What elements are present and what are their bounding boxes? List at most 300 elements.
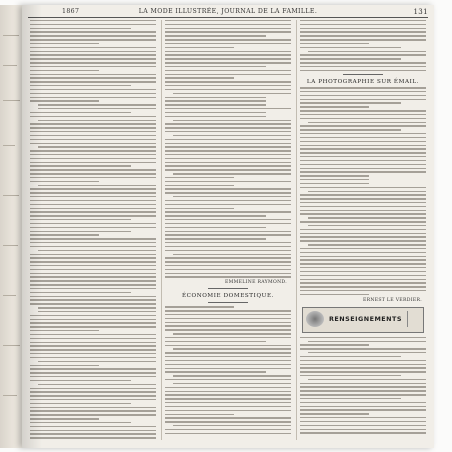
- text-line: [38, 311, 156, 312]
- issue-year: 1867: [62, 8, 80, 15]
- text-line: [300, 160, 426, 161]
- text-line: [165, 314, 291, 315]
- text-line: [300, 141, 426, 142]
- text-line: [30, 169, 156, 170]
- text-line: [30, 39, 156, 40]
- text-line: [300, 114, 426, 115]
- text-line: [30, 345, 156, 346]
- text-line: [300, 171, 426, 172]
- text-line: [30, 74, 156, 75]
- text-line: [30, 208, 156, 209]
- text-line: [165, 143, 291, 144]
- text-line: [300, 187, 426, 188]
- text-line: [30, 288, 156, 289]
- text-line: [300, 429, 426, 430]
- text-line: [165, 257, 291, 258]
- text-line: [30, 422, 131, 423]
- text-line: [300, 47, 401, 48]
- text-line: [30, 284, 156, 285]
- text-line: [165, 100, 266, 101]
- text-line: [30, 143, 156, 144]
- text-line: [165, 360, 291, 361]
- text-line: [30, 177, 156, 178]
- text-line: [300, 43, 369, 44]
- text-line: [30, 238, 156, 239]
- text-line: [300, 402, 426, 403]
- text-line: [165, 104, 266, 105]
- text-line: [300, 390, 426, 391]
- text-line: [165, 329, 291, 330]
- text-line: [165, 227, 266, 228]
- text-line: [300, 62, 426, 63]
- text-line: [165, 58, 291, 59]
- text-line: [173, 135, 291, 136]
- text-line: [30, 196, 156, 197]
- section-divider: [208, 288, 248, 289]
- text-line: [30, 24, 156, 25]
- newspaper-page: [22, 5, 434, 448]
- text-line: [165, 238, 266, 239]
- text-line: [165, 379, 291, 380]
- text-line: [165, 70, 291, 71]
- text-line: [300, 383, 426, 384]
- text-line: [300, 66, 426, 67]
- text-line: [38, 104, 156, 105]
- text-line: [165, 356, 291, 357]
- scroll-ornament-icon: [407, 311, 420, 327]
- text-line: [165, 89, 291, 90]
- text-line: [30, 192, 156, 193]
- text-line: [300, 290, 426, 291]
- text-line: [165, 35, 266, 36]
- text-line: [30, 116, 156, 117]
- text-line: [300, 129, 401, 130]
- column-separator: [161, 20, 162, 440]
- text-line: [165, 24, 291, 25]
- text-line: [300, 386, 426, 387]
- text-line: [30, 246, 156, 247]
- text-line: [308, 122, 426, 123]
- text-line: [308, 191, 426, 192]
- text-line: [30, 89, 156, 90]
- text-line: [165, 20, 291, 21]
- text-line: [300, 31, 426, 32]
- section-divider: [343, 74, 383, 75]
- text-line: [30, 399, 156, 400]
- text-line: [300, 210, 426, 211]
- text-line: [165, 341, 266, 342]
- text-line: [165, 81, 291, 82]
- text-line: [30, 77, 156, 78]
- text-line: [308, 244, 426, 245]
- text-line: [165, 51, 291, 52]
- text-line: [30, 58, 156, 59]
- text-line: [300, 54, 426, 55]
- text-line: [165, 306, 234, 307]
- text-line: [300, 24, 426, 25]
- text-line: [30, 319, 156, 320]
- text-line: [30, 154, 156, 155]
- text-line: [30, 326, 156, 327]
- text-line: [30, 139, 156, 140]
- text-line: [300, 110, 426, 111]
- text-line: [165, 368, 291, 369]
- text-line: [165, 123, 291, 124]
- text-line: [30, 215, 156, 216]
- text-line: [300, 267, 426, 268]
- text-line: [165, 406, 291, 407]
- text-line: [30, 188, 156, 189]
- text-line: [30, 204, 156, 205]
- text-line: [30, 81, 156, 82]
- text-line: [30, 357, 156, 358]
- text-line: [165, 131, 291, 132]
- text-line: [30, 227, 156, 228]
- text-line: [165, 337, 291, 338]
- text-line: [165, 215, 266, 216]
- text-line: [165, 177, 234, 178]
- text-line: [3, 145, 15, 146]
- text-line: [300, 421, 426, 422]
- text-line: [300, 229, 426, 230]
- text-line: [300, 168, 426, 169]
- text-line: [300, 95, 426, 96]
- text-line: [3, 345, 20, 346]
- text-line: [165, 204, 291, 205]
- text-line: [300, 87, 426, 88]
- text-line: [30, 150, 156, 151]
- text-line: [38, 108, 156, 109]
- section-title: LA PHOTOGRAPHIE SUR ÉMAIL.: [306, 79, 420, 86]
- text-line: [300, 233, 426, 234]
- text-line: [165, 108, 291, 109]
- text-line: [300, 156, 426, 157]
- text-line: [165, 231, 291, 232]
- text-line: [300, 371, 426, 372]
- text-line: [165, 261, 291, 262]
- text-line: [300, 294, 369, 295]
- text-line: [300, 236, 426, 237]
- text-line: [165, 150, 291, 151]
- text-line: [165, 39, 291, 40]
- text-line: [165, 158, 291, 159]
- text-line: [165, 387, 291, 388]
- text-line: [30, 292, 131, 293]
- text-line: [30, 66, 156, 67]
- text-line: [3, 100, 20, 101]
- text-line: [165, 165, 291, 166]
- text-line: [165, 364, 291, 365]
- text-line: [300, 164, 426, 165]
- text-line: [165, 211, 291, 212]
- text-line: [30, 200, 156, 201]
- text-line: [165, 414, 234, 415]
- text-line: [308, 379, 426, 380]
- text-line: [300, 398, 401, 399]
- text-line: [165, 43, 291, 44]
- text-line: [173, 425, 291, 426]
- text-line: [3, 245, 18, 246]
- text-line: [30, 280, 156, 281]
- text-line: [165, 169, 291, 170]
- text-line: [38, 307, 156, 308]
- text-line: [300, 118, 426, 119]
- text-line: [30, 414, 156, 415]
- text-line: [300, 106, 369, 107]
- text-line: [300, 417, 426, 418]
- text-line: [300, 206, 426, 207]
- text-line: [165, 188, 291, 189]
- text-line: [173, 375, 291, 376]
- text-line: [165, 54, 291, 55]
- text-line: [165, 242, 291, 243]
- text-line: [300, 356, 401, 357]
- text-line: [300, 70, 426, 71]
- text-line: [30, 315, 156, 316]
- text-line: [300, 213, 426, 214]
- section-title: ÉCONOMIE DOMESTIQUE.: [181, 293, 275, 300]
- text-line: [38, 250, 156, 251]
- text-line: [30, 334, 156, 335]
- text-line: [165, 77, 234, 78]
- banner-title: RENSEIGNEMENTS: [329, 314, 402, 323]
- text-line: [165, 47, 234, 48]
- text-line: [165, 192, 291, 193]
- text-line: [30, 299, 156, 300]
- text-line: [30, 342, 156, 343]
- text-line: [165, 310, 291, 311]
- text-line: [300, 35, 426, 36]
- text-line: [300, 202, 426, 203]
- text-line: [165, 127, 291, 128]
- text-line: [165, 112, 266, 113]
- text-line: [30, 254, 156, 255]
- text-line: [165, 421, 291, 422]
- text-line: [165, 139, 291, 140]
- text-line: [30, 269, 156, 270]
- text-line: [300, 99, 426, 100]
- text-line: [165, 185, 234, 186]
- text-line: [30, 388, 156, 389]
- text-line: [165, 325, 291, 326]
- text-line: [165, 162, 291, 163]
- text-line: [300, 221, 426, 222]
- text-line: [30, 395, 156, 396]
- text-line: [300, 406, 426, 407]
- text-line: [300, 248, 426, 249]
- text-line: [165, 223, 291, 224]
- text-line: [173, 383, 291, 384]
- text-line: [30, 403, 131, 404]
- text-line: [165, 269, 291, 270]
- text-line: [300, 252, 426, 253]
- text-line: [300, 194, 426, 195]
- text-line: [30, 368, 156, 369]
- text-line: [30, 257, 156, 258]
- text-line: [165, 250, 291, 251]
- article-signature: EMMELINE RAYMOND.: [224, 280, 287, 286]
- text-line: [38, 120, 156, 121]
- text-line: [300, 20, 426, 21]
- text-line: [30, 380, 131, 381]
- text-line: [165, 265, 291, 266]
- text-line: [300, 409, 426, 410]
- text-line: [30, 31, 156, 32]
- section-banner: [302, 307, 424, 333]
- text-line: [30, 265, 156, 266]
- text-line: [300, 275, 426, 276]
- text-line: [300, 102, 401, 103]
- text-line: [3, 65, 17, 66]
- text-line: [300, 432, 426, 433]
- article-signature: ERNEST LE VERDIER.: [362, 297, 422, 303]
- text-line: [3, 35, 19, 36]
- text-line: [30, 276, 156, 277]
- text-line: [165, 85, 291, 86]
- text-line: [165, 273, 291, 274]
- column-1: [30, 20, 156, 445]
- text-line: [300, 360, 426, 361]
- text-line: [300, 179, 369, 180]
- text-line: [30, 242, 156, 243]
- page-shadow: [22, 5, 42, 448]
- text-line: [308, 225, 426, 226]
- column-separator: [296, 20, 297, 440]
- text-line: [300, 175, 369, 176]
- text-line: [173, 120, 291, 121]
- text-line: [30, 47, 156, 48]
- section-divider: [208, 302, 248, 303]
- text-line: [3, 295, 16, 296]
- ornament-icon: [306, 311, 324, 327]
- text-line: [165, 352, 291, 353]
- text-line: [300, 39, 426, 40]
- text-line: [300, 240, 426, 241]
- text-line: [300, 337, 426, 338]
- text-line: [165, 208, 234, 209]
- text-line: [30, 54, 156, 55]
- text-line: [300, 58, 401, 59]
- text-line: [300, 282, 426, 283]
- text-line: [173, 254, 291, 255]
- text-line: [30, 173, 156, 174]
- text-line: [30, 211, 156, 212]
- text-line: [300, 263, 426, 264]
- text-line: [30, 410, 156, 411]
- text-line: [300, 152, 426, 153]
- text-line: [30, 93, 156, 94]
- text-line: [30, 127, 156, 128]
- text-line: [165, 402, 291, 403]
- text-line: [165, 322, 291, 323]
- text-line: [30, 223, 156, 224]
- text-line: [30, 303, 156, 304]
- text-line: [30, 123, 156, 124]
- text-line: [300, 279, 426, 280]
- text-line: [30, 349, 156, 350]
- text-line: [30, 322, 156, 323]
- text-line: [300, 28, 426, 29]
- text-line: [30, 372, 156, 373]
- text-line: [30, 376, 156, 377]
- column-3: [300, 20, 426, 445]
- text-line: [165, 200, 291, 201]
- text-line: [165, 146, 291, 147]
- journal-title: LA MODE ILLUSTRÉE, JOURNAL DE LA FAMILLE.: [138, 8, 318, 15]
- text-line: [165, 62, 291, 63]
- text-line: [165, 391, 291, 392]
- text-line: [300, 148, 426, 149]
- text-line: [30, 35, 156, 36]
- text-line: [30, 20, 156, 21]
- text-line: [300, 286, 426, 287]
- text-line: [300, 145, 426, 146]
- text-line: [30, 391, 156, 392]
- text-line: [30, 430, 156, 431]
- text-line: [30, 158, 156, 159]
- text-line: [30, 131, 156, 132]
- text-line: [173, 173, 291, 174]
- text-line: [30, 296, 156, 297]
- text-line: [30, 273, 156, 274]
- text-line: [165, 433, 291, 434]
- text-line: [30, 85, 131, 86]
- text-line: [30, 338, 156, 339]
- text-line: [300, 125, 426, 126]
- text-line: [30, 62, 156, 63]
- text-line: [165, 181, 291, 182]
- text-line: [30, 231, 131, 232]
- text-line: [173, 93, 291, 94]
- text-line: [300, 344, 369, 345]
- text-line: [38, 361, 156, 362]
- text-line: [300, 364, 426, 365]
- text-line: [300, 367, 426, 368]
- text-line: [300, 348, 426, 349]
- text-line: [165, 417, 291, 418]
- text-line: [308, 51, 426, 52]
- column-2: [165, 20, 291, 445]
- previous-page-edge: [0, 5, 24, 448]
- text-line: [30, 28, 131, 29]
- text-line: [30, 162, 156, 163]
- text-line: [308, 352, 426, 353]
- text-line: [300, 183, 369, 184]
- text-line: [38, 146, 156, 147]
- text-line: [300, 198, 426, 199]
- text-line: [30, 437, 156, 438]
- text-line: [165, 398, 291, 399]
- text-line: [300, 259, 426, 260]
- text-line: [300, 271, 426, 272]
- text-line: [38, 185, 156, 186]
- text-line: [173, 196, 291, 197]
- text-line: [30, 112, 131, 113]
- text-line: [30, 97, 156, 98]
- text-line: [3, 195, 19, 196]
- page-number: 131: [413, 8, 428, 16]
- text-line: [165, 66, 266, 67]
- text-line: [165, 28, 291, 29]
- text-line: [3, 395, 17, 396]
- text-line: [300, 137, 426, 138]
- text-line: [308, 217, 426, 218]
- text-line: [165, 116, 266, 117]
- text-line: [300, 425, 426, 426]
- text-line: [300, 256, 426, 257]
- text-line: [165, 74, 291, 75]
- header-rule: [28, 17, 428, 18]
